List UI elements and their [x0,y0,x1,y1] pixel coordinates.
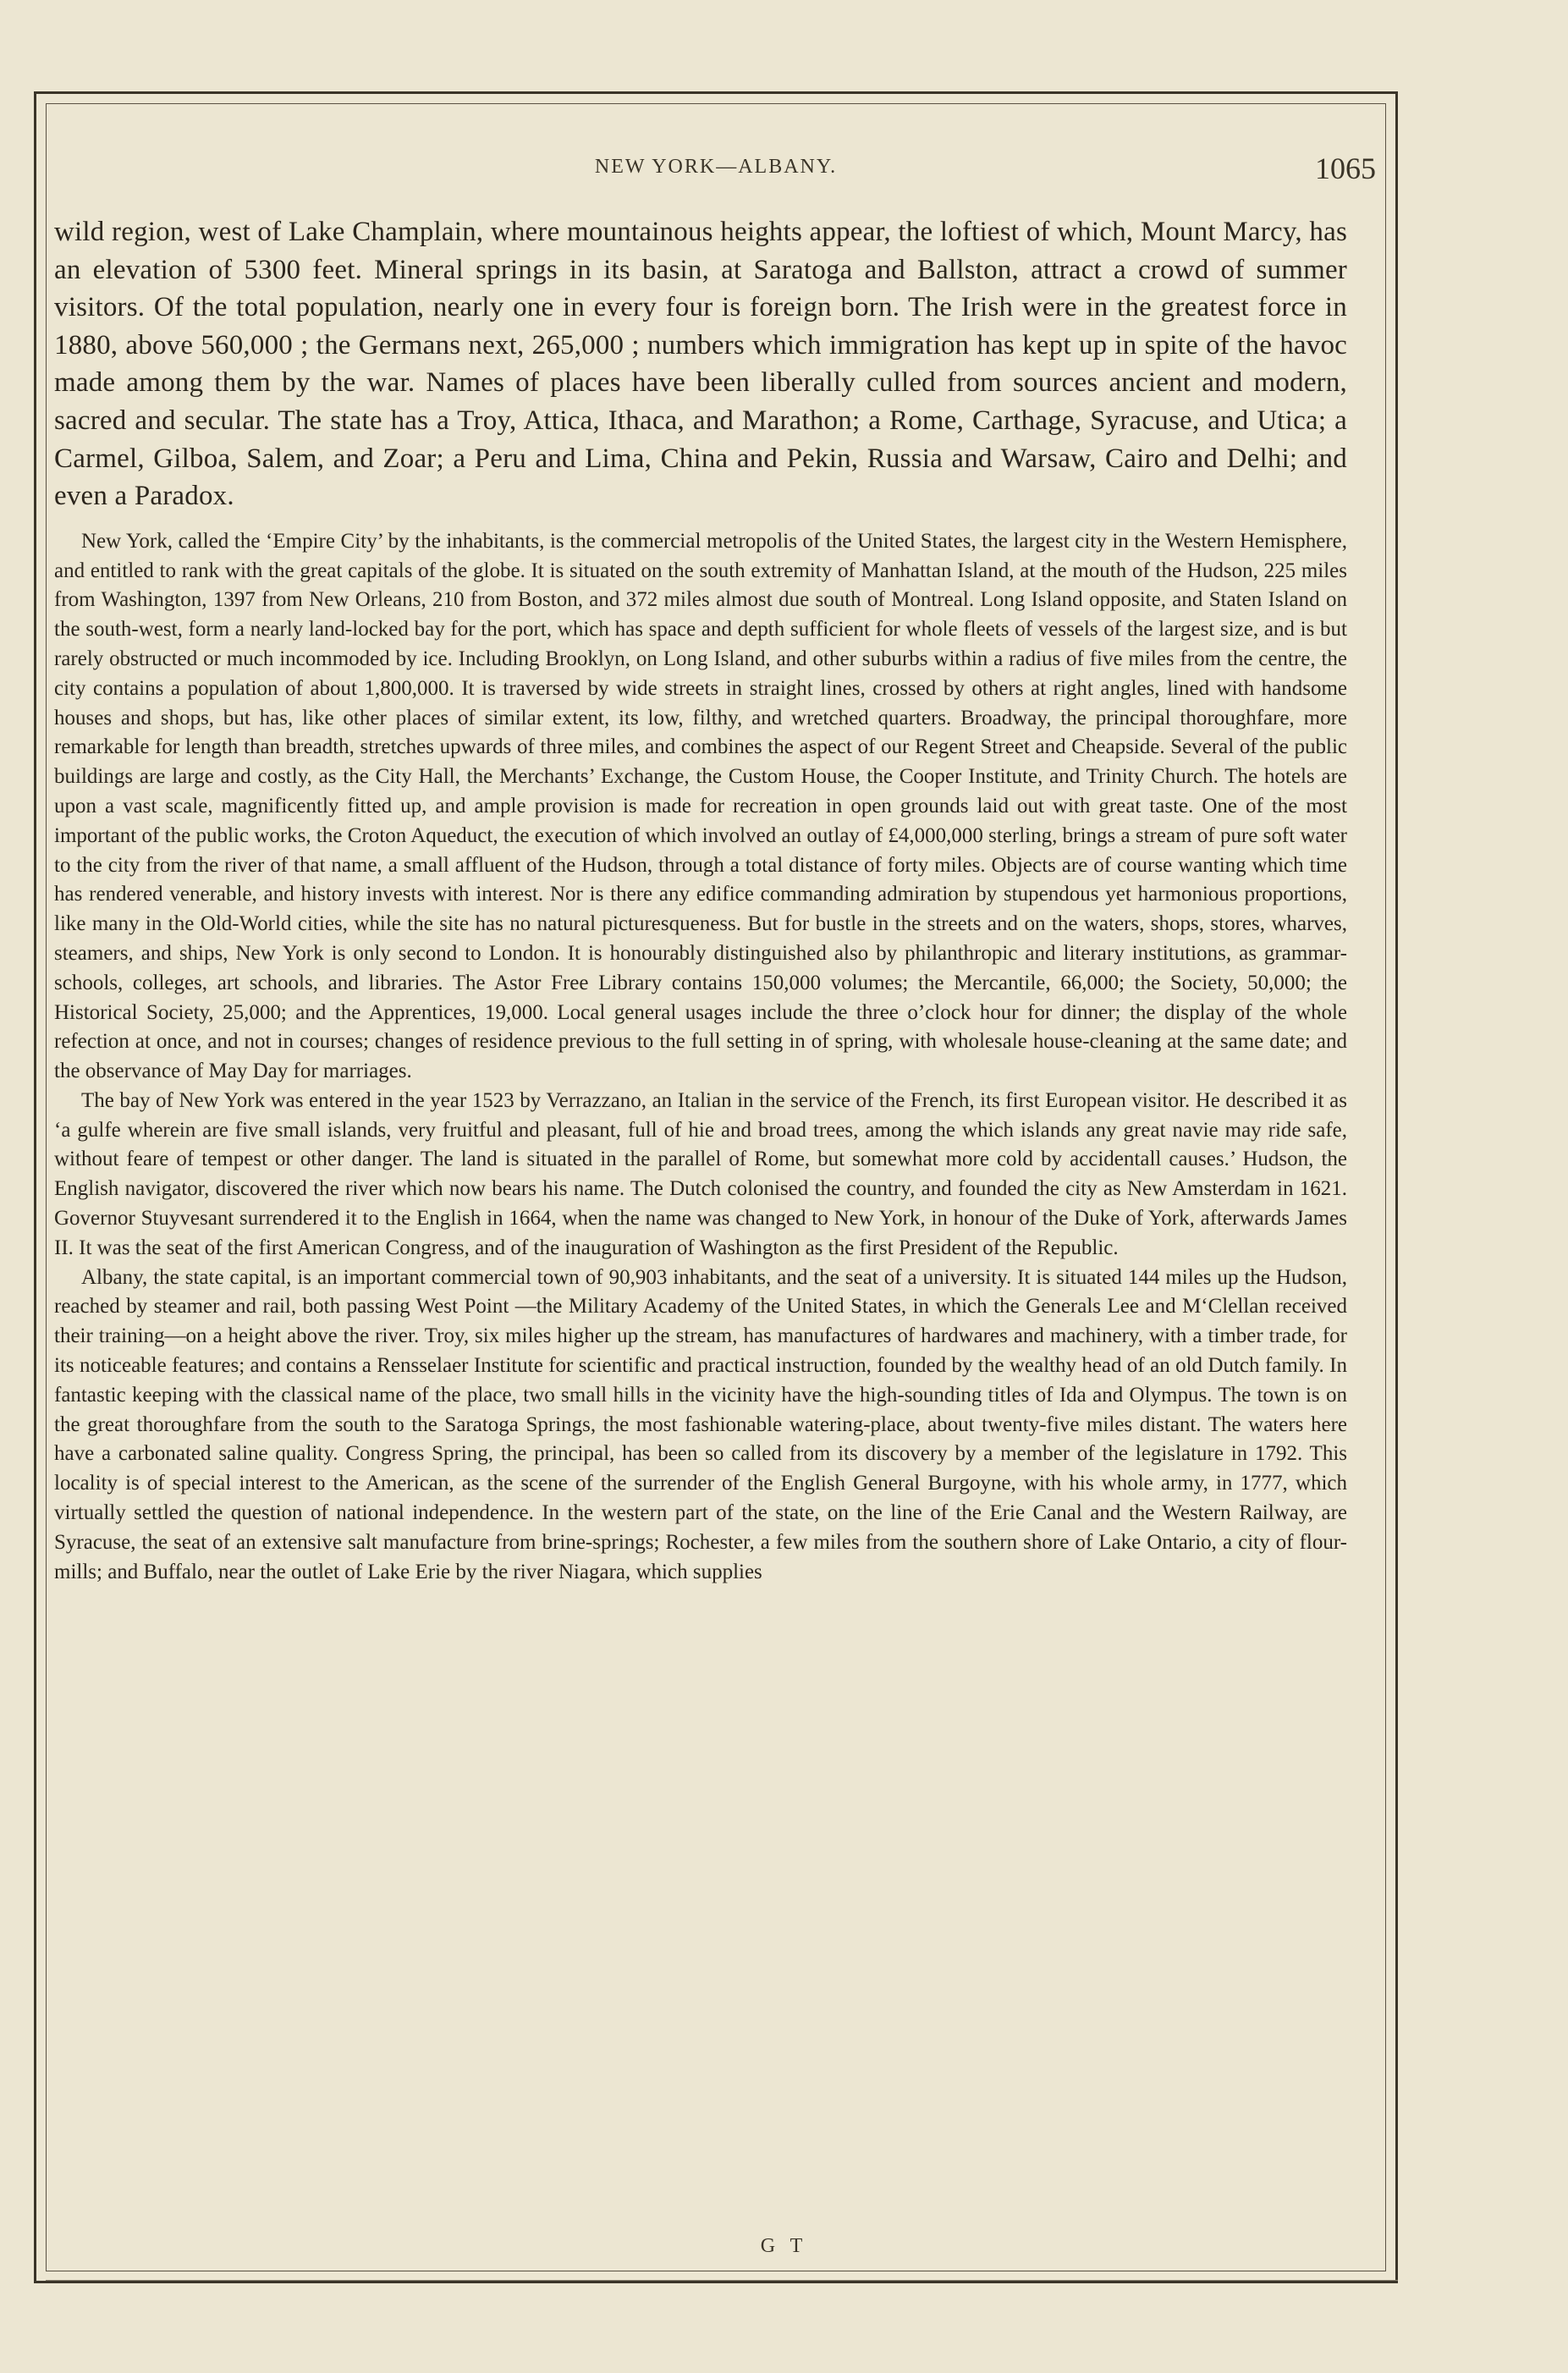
paragraph-albany: Albany, the state capital, is an important commercial town of 90,903 inhabitants, and the seat of a university. It is situated 144 miles up the Hudson, reached by steamer and rail, both passing West Point —the Military Academy of the United States, in which the Generals Lee and M‘Clellan received their training—on a height above the river. Troy, six miles higher up the stream, has manufactures of hardwares and machinery, with a timber trade, for its noticeable features; and contains a Rensselaer Institute for scientific and practical instruction, founded by the wealthy head of an old Dutch family. In fantastic keeping with the classical name of the place, two small hills in the vicinity have the high-sounding titles of Ida and Olympus. The town is on the great thoroughfare from the south to the Saratoga Springs, the most fashionable watering-place, about twenty-five miles distant. The waters here have a carbonated saline quality. Congress Spring, the principal, has been so called from its discovery by a member of the legislature in 1792. This locality is of special interest to the American, as the scene of the surrender of the English General Burgoyne, with his whole army, in 1777, which virtually settled the question of national independence. In the western part of the state, on the line of the Erie Canal and the Western Railway, are Syracuse, the seat of an extensive salt manufacture from brine-springs; Rochester, a few miles from the southern shore of Lake Ontario, a city of flour-mills; and Buffalo, near the outlet of Lake Erie by the river Niagara, which supplies [54,1265,1347,1583]
paragraph-history: The bay of New York was entered in the year 1523 by Verrazzano, an Italian in the service of the French, its first European visitor. He described it as ‘a gulfe wherein are five small islands, very fruitful and pleasant, full of hie and broad trees, among the which islands any great navie may ride safe, without feare of tempest or other danger. The land is situated in the parallel of Rome, but somewhat more cold by accidentall causes.’ Hudson, the English navigator, discovered the river which now bears his name. The Dutch colonised the country, and founded the city as New Amsterdam in 1621. Governor Stuyvesant surrendered it to the English in 1664, when the name was changed to New York, in honour of the Duke of York, afterwards James II. It was the seat of the first American Congress, and of the inauguration of Washington as the first President of the Republic. [54,1088,1347,1259]
page-number: 1065 [1315,151,1376,185]
page-body [54,213,1347,1587]
paragraph-intro: wild region, west of Lake Champlain, where mountainous heights appear, the loftiest of which, Mount Marcy, has an elevation of 5300 feet. Mineral springs in its basin, at Saratoga and Ballston, attract a crowd of summer visitors. Of the total population, nearly one in every four is foreign born. The Irish were in the greatest force in 1880, above 560,000 ; the Germans next, 265,000 ; numbers which immigration has kept up in spite of the havoc made among them by the war. Names of places have been liberally culled from sources ancient and modern, sacred and secular. The state has a Troy, Attica, Ithaca, and Marathon; a Rome, Carthage, Syracuse, and Utica; a Carmel, Gilboa, Salem, and Zoar; a Peru and Lima, China and Pekin, Russia and Warsaw, Cairo and Delhi; and even a Paradox. [54,217,1347,512]
bottom-rule [46,2280,1398,2281]
running-head: NEW YORK—ALBANY. [594,156,838,178]
paragraph-new-york: New York, called the ‘Empire City’ by the inhabitants, is the commercial metropolis of the United States, the largest city in the Western Hemisphere, and entitled to rank with the great capitals of the globe. It is situated on the south extremity of Manhattan Island, at the mouth of the Hudson, 225 miles from Washington, 1397 from New Orleans, 210 from Boston, and 372 miles almost due south of Montreal. Long Island opposite, and Staten Island on the south-west, form a nearly land-locked bay for the port, which has space and depth sufficient for whole fleets of vessels of the largest size, and is but rarely obstructed or much incommoded by ice. Including Brooklyn, on Long Island, and other suburbs within a radius of five miles from the centre, the city contains a population of about 1,800,000. It is traversed by wide streets in straight lines, crossed by others at right angles, lined with handsome houses and shops, but has, like other places of similar extent, its low, filthy, and wretched quarters. Broadway, the principal thoroughfare, more remarkable for length than breadth, stretches upwards of three miles, and combines the aspect of our Regent Street and Cheapside. Several of the public buildings are large and costly, as the City Hall, the Merchants’ Exchange, the Custom House, the Cooper Institute, and Trinity Church. The hotels are upon a vast scale, magnificently fitted up, and ample provision is made for recreation in open grounds laid out with great taste. One of the most important of the public works, the Croton Aqueduct, the execution of which involved an outlay of £4,000,000 sterling, brings a stream of pure soft water to the city from the river of that name, a small affluent of the Hudson, through a total distance of forty miles. Objects are of course wanting which time has rendered venerable, and history invests with interest. Nor is there any edifice commanding admiration by stupendous yet harmonious proportions, like many in the Old-World cities, while the site has no natural picturesqueness. But for bustle in the streets and on the waters, shops, stores, wharves, steamers, and ships, New York is only second to London. It is honourably distinguished also by philanthropic and literary institutions, as grammar-schools, colleges, art schools, and libraries. The Astor Free Library contains 150,000 volumes; the Mercantile, 66,000; the Society, 50,000; the Historical Society, 25,000; and the Apprentices, 19,000. Local general usages include the three o’clock hour for dinner; the display of the whole refection at once, and not in courses; changes of residence previous to the full setting in of spring, with wholesale house-cleaning at the same date; and the observance of May Day for marriages. [54,529,1347,1083]
signature-mark: G T [760,2235,808,2257]
page-header [54,151,1378,201]
